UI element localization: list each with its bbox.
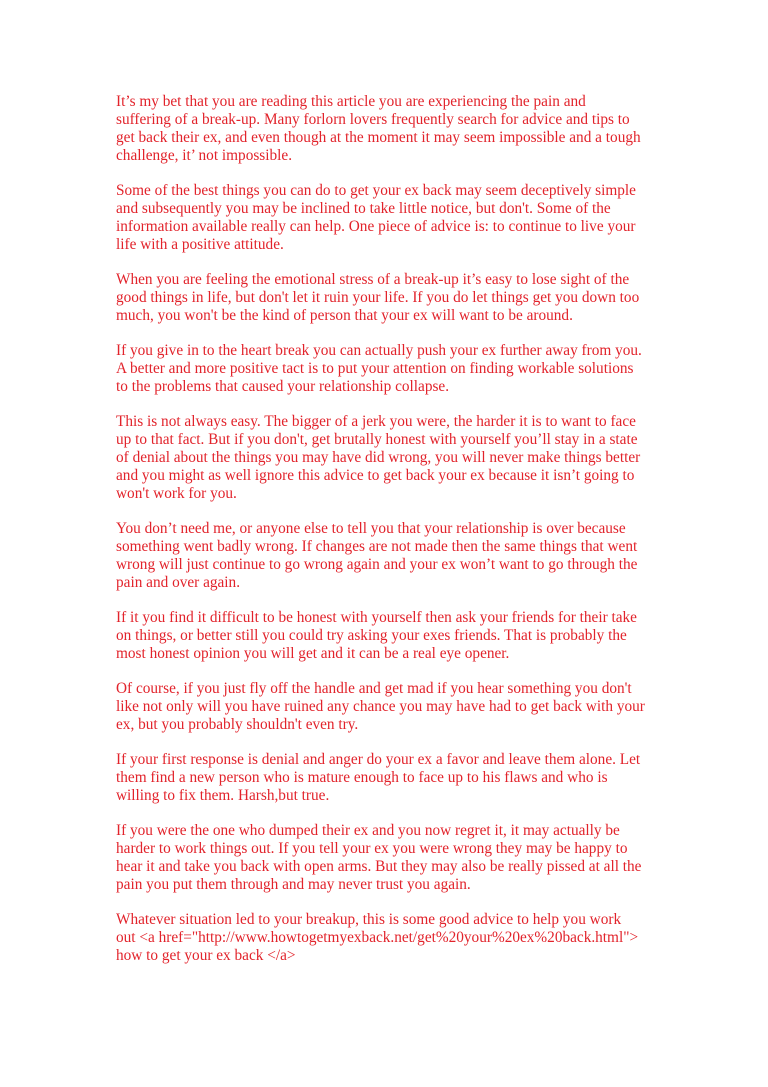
text-line: up to that fact. But if you don't, get brutally honest with yourself you’ll stay in a state (116, 431, 638, 448)
text-line: suffering of a break-up. Many forlorn lovers frequently search for advice and tips to (116, 111, 630, 128)
paragraph (116, 342, 716, 396)
text-line: hear it and take you back with open arms. But they may also be really pissed at all the (116, 858, 642, 875)
paragraph (116, 751, 716, 805)
text-line: pain and over again. (116, 574, 241, 591)
text-line: information available really can help. One piece of advice is: to continue to live your (116, 218, 636, 235)
text-line: challenge, it’ not impossible. (116, 147, 293, 164)
text-line: This is not always easy. The bigger of a jerk you were, the harder it is to want to face (116, 413, 636, 430)
text-line: much, you won't be the kind of person that your ex will want to be around. (116, 307, 573, 324)
paragraph (116, 93, 716, 165)
text-line: You don’t need me, or anyone else to tell you that your relationship is over because (116, 520, 626, 537)
text-line: like not only will you have ruined any chance you may have had to get back with your (116, 698, 645, 715)
text-line: If you were the one who dumped their ex and you now regret it, it may actually be (116, 822, 620, 839)
text-line: pain you put them through and may never trust you again. (116, 876, 471, 893)
text-line: harder to work things out. If you tell your ex you were wrong they may be happy to (116, 840, 628, 857)
text-line: of denial about the things you may have did wrong, you will never make things better (116, 449, 641, 466)
text-line: how to get your ex back </a> (116, 947, 296, 964)
text-line: something went badly wrong. If changes are not made then the same things that went (116, 538, 638, 555)
paragraph (116, 911, 716, 965)
paragraph (116, 520, 716, 592)
text-line: wrong will just continue to go wrong again and your ex won’t want to go through the (116, 556, 638, 573)
text-line: get back their ex, and even though at the moment it may seem impossible and a tough (116, 129, 641, 146)
text-line: If you give in to the heart break you can actually push your ex further away from you. (116, 342, 642, 359)
text-line: most honest opinion you will get and it can be a real eye opener. (116, 645, 510, 662)
text-line: out <a href="http://www.howtogetmyexback.net/get%20your%20ex%20back.html"> (116, 929, 639, 946)
text-line: willing to fix them. Harsh,but true. (116, 787, 330, 804)
text-line: and subsequently you may be inclined to take little notice, but don't. Some of the (116, 200, 611, 217)
text-line: Whatever situation led to your breakup, this is some good advice to help you work (116, 911, 622, 928)
document-page (116, 93, 716, 982)
text-line: Some of the best things you can do to get your ex back may seem deceptively simple (116, 182, 636, 199)
text-line: them find a new person who is mature enough to face up to his flaws and who is (116, 769, 608, 786)
text-line: won't work for you. (116, 485, 237, 502)
paragraph (116, 271, 716, 325)
text-line: If it you find it difficult to be honest with yourself then ask your friends for their take (116, 609, 637, 626)
text-line: good things in life, but don't let it ruin your life. If you do let things get you down too (116, 289, 640, 306)
text-line: ex, but you probably shouldn't even try. (116, 716, 359, 733)
text-line: A better and more positive tact is to put your attention on finding workable solutions (116, 360, 634, 377)
text-line: When you are feeling the emotional stress of a break-up it’s easy to lose sight of the (116, 271, 630, 288)
text-line: and you might as well ignore this advice to get back your ex because it isn’t going to (116, 467, 635, 484)
text-line: on things, or better still you could try asking your exes friends. That is probably the (116, 627, 627, 644)
text-line: to the problems that caused your relationship collapse. (116, 378, 450, 395)
text-line: life with a positive attitude. (116, 236, 284, 253)
paragraph (116, 182, 716, 254)
text-line: If your first response is denial and anger do your ex a favor and leave them alone. Let (116, 751, 641, 768)
paragraph (116, 680, 716, 734)
paragraph (116, 609, 716, 663)
paragraph (116, 822, 716, 894)
paragraph (116, 413, 716, 503)
text-line: Of course, if you just fly off the handle and get mad if you hear something you don't (116, 680, 632, 697)
text-line: It’s my bet that you are reading this article you are experiencing the pain and (116, 93, 586, 110)
